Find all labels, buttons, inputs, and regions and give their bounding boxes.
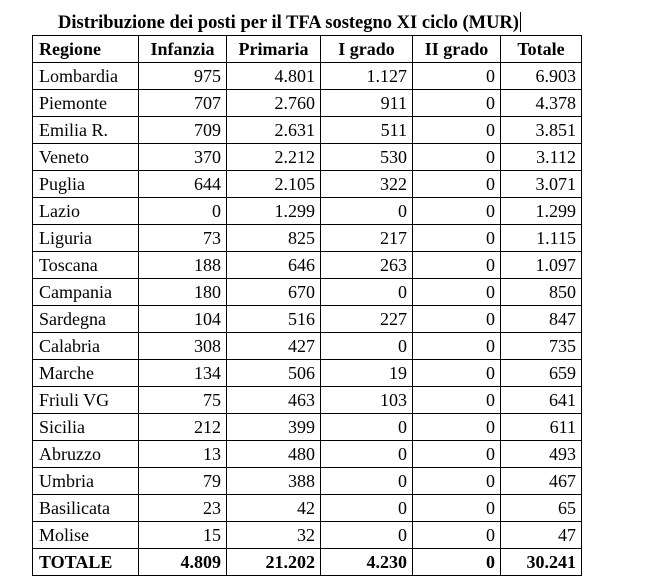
cell-infanzia: 79 bbox=[139, 468, 227, 495]
table-body bbox=[33, 63, 582, 576]
cell-primaria: 1.299 bbox=[227, 198, 321, 225]
cell-totale: 847 bbox=[501, 306, 582, 333]
cell-regione: Piemonte bbox=[33, 90, 139, 117]
cell-primaria: 388 bbox=[227, 468, 321, 495]
title-text: Distribuzione dei posti per il TFA sostegno XI ciclo (MUR) bbox=[58, 13, 519, 33]
cell-totale: 3.851 bbox=[501, 117, 582, 144]
cell-ii-grado: 0 bbox=[413, 441, 501, 468]
cell-ii-grado: 0 bbox=[413, 279, 501, 306]
cell-totale: 30.241 bbox=[501, 549, 582, 576]
cell-ii-grado: 0 bbox=[413, 90, 501, 117]
header-infanzia: Infanzia bbox=[139, 36, 227, 63]
table-row bbox=[33, 414, 582, 441]
cell-i-grado: 103 bbox=[321, 387, 413, 414]
cell-infanzia: 73 bbox=[139, 225, 227, 252]
cell-ii-grado: 0 bbox=[413, 225, 501, 252]
cell-ii-grado: 0 bbox=[413, 144, 501, 171]
table-row bbox=[33, 279, 582, 306]
cell-ii-grado: 0 bbox=[413, 414, 501, 441]
cell-i-grado: 0 bbox=[321, 522, 413, 549]
cell-ii-grado: 0 bbox=[413, 198, 501, 225]
cell-i-grado: 263 bbox=[321, 252, 413, 279]
header-ii-grado: II grado bbox=[413, 36, 501, 63]
cell-ii-grado: 0 bbox=[413, 333, 501, 360]
cell-infanzia: 0 bbox=[139, 198, 227, 225]
cell-i-grado: 911 bbox=[321, 90, 413, 117]
cell-totale: 493 bbox=[501, 441, 582, 468]
cell-i-grado: 511 bbox=[321, 117, 413, 144]
cell-totale: 467 bbox=[501, 468, 582, 495]
cell-regione: Lazio bbox=[33, 198, 139, 225]
cell-totale: 1.299 bbox=[501, 198, 582, 225]
document-title bbox=[58, 12, 521, 34]
cell-totale: 3.112 bbox=[501, 144, 582, 171]
total-row bbox=[33, 549, 582, 576]
cell-primaria: 4.801 bbox=[227, 63, 321, 90]
cell-infanzia: 707 bbox=[139, 90, 227, 117]
cell-primaria: 646 bbox=[227, 252, 321, 279]
table-row bbox=[33, 468, 582, 495]
cell-primaria: 2.105 bbox=[227, 171, 321, 198]
cell-primaria: 2.760 bbox=[227, 90, 321, 117]
header-i-grado: I grado bbox=[321, 36, 413, 63]
cell-ii-grado: 0 bbox=[413, 468, 501, 495]
table-row bbox=[33, 306, 582, 333]
cell-totale: 65 bbox=[501, 495, 582, 522]
cell-infanzia: 188 bbox=[139, 252, 227, 279]
cell-infanzia: 975 bbox=[139, 63, 227, 90]
cell-i-grado: 227 bbox=[321, 306, 413, 333]
cell-totale: 850 bbox=[501, 279, 582, 306]
cell-regione: TOTALE bbox=[33, 549, 139, 576]
header-totale: Totale bbox=[501, 36, 582, 63]
cell-regione: Basilicata bbox=[33, 495, 139, 522]
cell-regione: Toscana bbox=[33, 252, 139, 279]
cell-i-grado: 530 bbox=[321, 144, 413, 171]
cell-regione: Umbria bbox=[33, 468, 139, 495]
cell-infanzia: 15 bbox=[139, 522, 227, 549]
cell-primaria: 21.202 bbox=[227, 549, 321, 576]
cell-regione: Molise bbox=[33, 522, 139, 549]
table-row bbox=[33, 441, 582, 468]
cell-regione: Lombardia bbox=[33, 63, 139, 90]
cell-infanzia: 644 bbox=[139, 171, 227, 198]
cell-regione: Sicilia bbox=[33, 414, 139, 441]
cell-i-grado: 19 bbox=[321, 360, 413, 387]
table-row bbox=[33, 144, 582, 171]
seats-table bbox=[32, 35, 582, 576]
cell-primaria: 2.631 bbox=[227, 117, 321, 144]
cell-totale: 4.378 bbox=[501, 90, 582, 117]
cell-i-grado: 1.127 bbox=[321, 63, 413, 90]
cell-i-grado: 0 bbox=[321, 441, 413, 468]
table-row bbox=[33, 63, 582, 90]
cell-regione: Friuli VG bbox=[33, 387, 139, 414]
cell-i-grado: 0 bbox=[321, 495, 413, 522]
cell-ii-grado: 0 bbox=[413, 495, 501, 522]
cell-primaria: 2.212 bbox=[227, 144, 321, 171]
table-row bbox=[33, 252, 582, 279]
cell-i-grado: 322 bbox=[321, 171, 413, 198]
cell-infanzia: 212 bbox=[139, 414, 227, 441]
cell-regione: Campania bbox=[33, 279, 139, 306]
cell-ii-grado: 0 bbox=[413, 171, 501, 198]
text-cursor bbox=[520, 12, 521, 32]
cell-primaria: 32 bbox=[227, 522, 321, 549]
header-row bbox=[33, 36, 582, 63]
header-primaria: Primaria bbox=[227, 36, 321, 63]
table-row bbox=[33, 522, 582, 549]
cell-i-grado: 0 bbox=[321, 333, 413, 360]
cell-totale: 641 bbox=[501, 387, 582, 414]
cell-regione: Sardegna bbox=[33, 306, 139, 333]
cell-i-grado: 0 bbox=[321, 279, 413, 306]
table-row bbox=[33, 495, 582, 522]
cell-ii-grado: 0 bbox=[413, 63, 501, 90]
cell-primaria: 516 bbox=[227, 306, 321, 333]
cell-i-grado: 0 bbox=[321, 414, 413, 441]
cell-primaria: 427 bbox=[227, 333, 321, 360]
cell-primaria: 506 bbox=[227, 360, 321, 387]
cell-totale: 47 bbox=[501, 522, 582, 549]
cell-totale: 6.903 bbox=[501, 63, 582, 90]
cell-regione: Puglia bbox=[33, 171, 139, 198]
cell-totale: 735 bbox=[501, 333, 582, 360]
cell-infanzia: 709 bbox=[139, 117, 227, 144]
cell-i-grado: 0 bbox=[321, 468, 413, 495]
cell-totale: 1.097 bbox=[501, 252, 582, 279]
cell-infanzia: 13 bbox=[139, 441, 227, 468]
header-regione: Regione bbox=[33, 36, 139, 63]
cell-ii-grado: 0 bbox=[413, 387, 501, 414]
table-row bbox=[33, 360, 582, 387]
table-row bbox=[33, 171, 582, 198]
table-row bbox=[33, 117, 582, 144]
cell-totale: 659 bbox=[501, 360, 582, 387]
cell-ii-grado: 0 bbox=[413, 360, 501, 387]
cell-primaria: 670 bbox=[227, 279, 321, 306]
cell-regione: Calabria bbox=[33, 333, 139, 360]
cell-totale: 611 bbox=[501, 414, 582, 441]
cell-primaria: 480 bbox=[227, 441, 321, 468]
cell-primaria: 463 bbox=[227, 387, 321, 414]
cell-ii-grado: 0 bbox=[413, 117, 501, 144]
cell-primaria: 399 bbox=[227, 414, 321, 441]
cell-infanzia: 75 bbox=[139, 387, 227, 414]
cell-ii-grado: 0 bbox=[413, 306, 501, 333]
table-row bbox=[33, 387, 582, 414]
cell-regione: Abruzzo bbox=[33, 441, 139, 468]
cell-ii-grado: 0 bbox=[413, 252, 501, 279]
table-row bbox=[33, 90, 582, 117]
cell-infanzia: 23 bbox=[139, 495, 227, 522]
cell-primaria: 825 bbox=[227, 225, 321, 252]
cell-infanzia: 370 bbox=[139, 144, 227, 171]
table-row bbox=[33, 198, 582, 225]
cell-totale: 1.115 bbox=[501, 225, 582, 252]
cell-infanzia: 104 bbox=[139, 306, 227, 333]
cell-ii-grado: 0 bbox=[413, 549, 501, 576]
cell-infanzia: 4.809 bbox=[139, 549, 227, 576]
cell-infanzia: 134 bbox=[139, 360, 227, 387]
cell-totale: 3.071 bbox=[501, 171, 582, 198]
table-row bbox=[33, 333, 582, 360]
cell-infanzia: 180 bbox=[139, 279, 227, 306]
cell-regione: Emilia R. bbox=[33, 117, 139, 144]
cell-ii-grado: 0 bbox=[413, 522, 501, 549]
cell-infanzia: 308 bbox=[139, 333, 227, 360]
cell-i-grado: 217 bbox=[321, 225, 413, 252]
cell-regione: Veneto bbox=[33, 144, 139, 171]
cell-primaria: 42 bbox=[227, 495, 321, 522]
cell-regione: Liguria bbox=[33, 225, 139, 252]
cell-i-grado: 0 bbox=[321, 198, 413, 225]
cell-i-grado: 4.230 bbox=[321, 549, 413, 576]
cell-regione: Marche bbox=[33, 360, 139, 387]
table-row bbox=[33, 225, 582, 252]
